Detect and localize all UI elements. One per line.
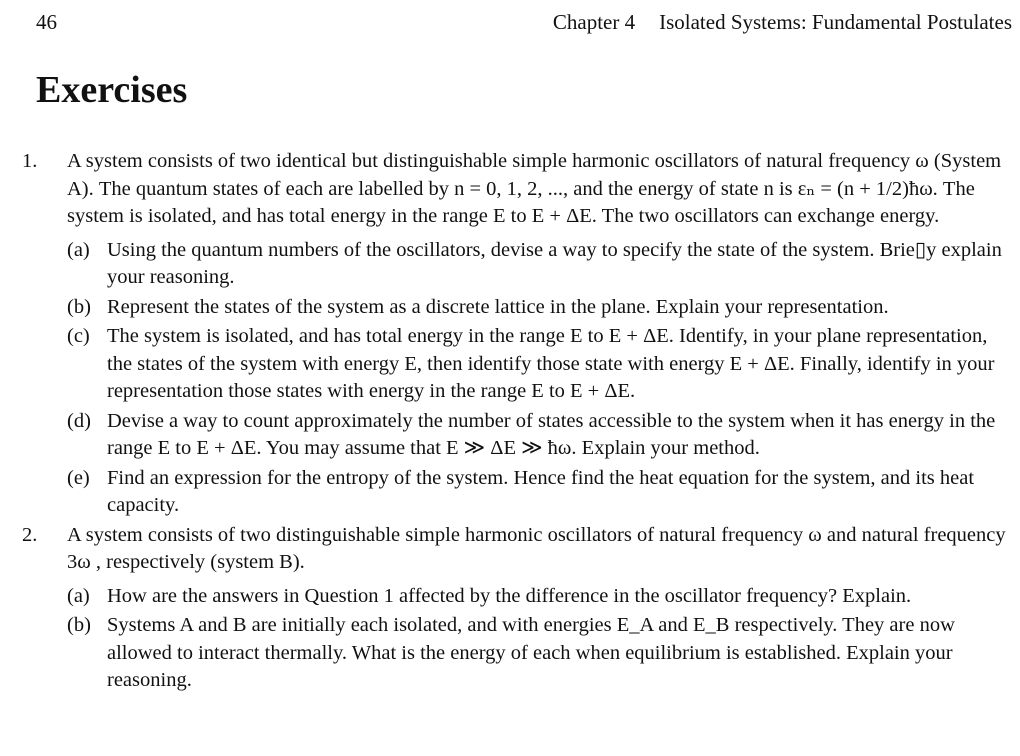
exercise-list — [0, 148, 1020, 697]
question-part — [67, 237, 1014, 292]
question-parts — [67, 237, 1014, 520]
question-part — [67, 294, 1014, 322]
question-part — [67, 408, 1014, 463]
part-label: (e) — [67, 466, 90, 489]
question-number: 2. — [22, 523, 38, 546]
question-parts — [67, 583, 1014, 695]
question-2 — [0, 522, 1020, 695]
part-text: Represent the states of the system as a discrete lattice in the plane. Explain your representation. — [107, 295, 889, 318]
part-text: The system is isolated, and has total energy in the range E to E + ΔE. Identify, in your plane representation, the states of the system with energy E, then identify those state with energy E + ΔE. Finally, identify in your representation those states with energy in the range E to E + ΔE. — [107, 325, 995, 402]
part-label: (c) — [67, 325, 90, 347]
question-text: A system consists of two identical but distinguishable simple harmonic oscillators of natural frequency ω (System A). The quantum states of each are labelled by n = 0, 1, 2, ..., and the energy of state n is εₙ = (n + 1/2)ħω. The system is isolated, and has total energy in the range E to E + ΔE. The two oscillators can exchange energy. — [67, 150, 1002, 227]
question-part — [67, 323, 1014, 406]
part-label: (d) — [67, 409, 91, 432]
question-number: 1. — [22, 150, 38, 172]
question-part — [67, 465, 1014, 520]
part-text: Find an expression for the entropy of the system. Hence find the heat equation for the system, and its heat capacity. — [107, 466, 975, 516]
part-text: Devise a way to count approximately the number of states accessible to the system when it has energy in the range E to E + ΔE. You may assume that E ≫ ΔE ≫ ħω. Explain your method. — [107, 409, 996, 459]
part-text: Using the quantum numbers of the oscillators, devise a way to specify the state of the system. Brie▯y explain your reasoning. — [107, 238, 1002, 288]
part-text: How are the answers in Question 1 affected by the difference in the oscillator frequency? Explain. — [107, 584, 912, 607]
question-1 — [0, 148, 1020, 520]
question-part — [67, 612, 1014, 695]
question-part — [67, 583, 1014, 611]
chapter-label: Chapter 4 — [552, 10, 636, 34]
part-label: (b) — [67, 295, 91, 318]
page-number: 46 — [36, 10, 57, 34]
running-head — [553, 10, 1012, 35]
part-text: Systems A and B are initially each isolated, and with energies E_A and E_B respectively. They are now allowed to interact thermally. What is the energy of each when equilibrium is established. Explain your reasoning. — [107, 614, 955, 691]
chapter-title: Isolated Systems: Fundamental Postulates — [659, 10, 1012, 34]
part-label: (a) — [67, 238, 90, 261]
section-title: Exercises — [36, 69, 188, 111]
part-label: (b) — [67, 614, 91, 636]
question-text: A system consists of two distinguishable simple harmonic oscillators of natural frequency ω and natural frequency 3ω , respectively (system B). — [67, 523, 1006, 573]
part-label: (a) — [67, 584, 90, 607]
